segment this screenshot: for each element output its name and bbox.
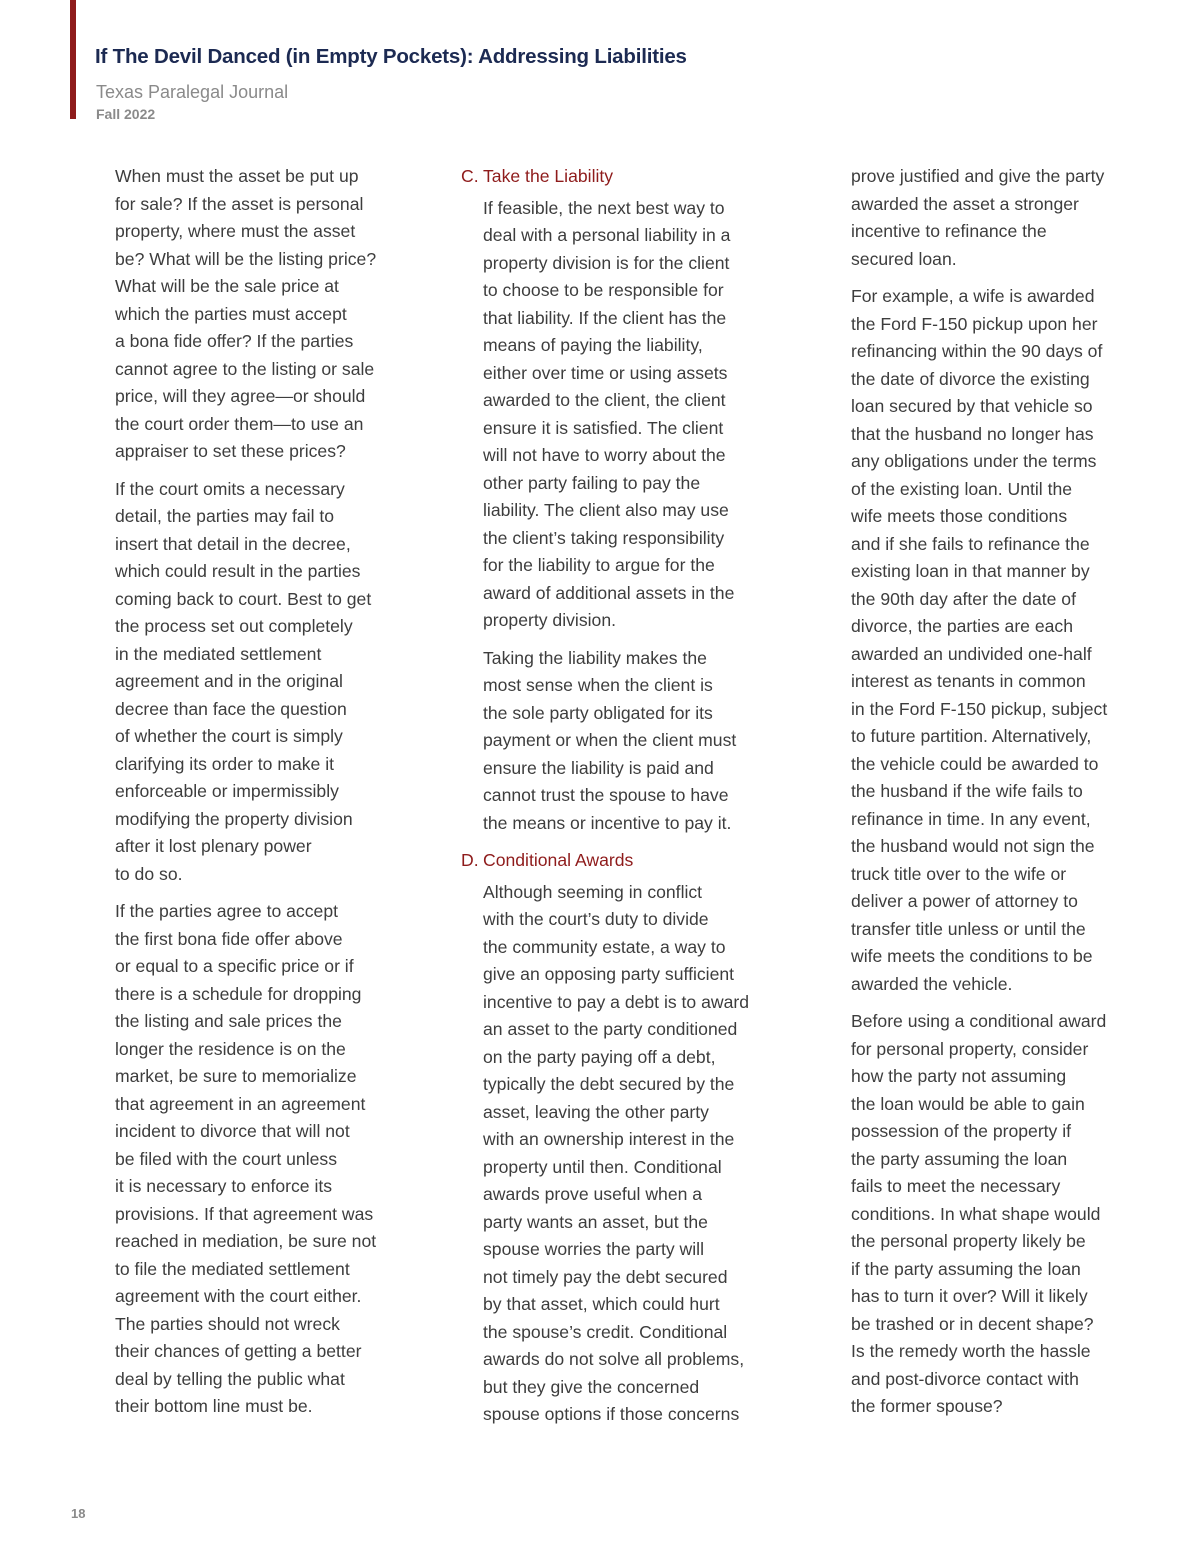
text-line: The parties should not wreck — [115, 1313, 340, 1334]
text-line: and post-divorce contact with — [851, 1368, 1079, 1389]
text-line: appraiser to set these prices? — [115, 441, 346, 461]
text-line: spouse worries the party will — [483, 1239, 704, 1259]
text-line: property until then. Conditional — [483, 1156, 722, 1177]
text-line: the client’s taking responsibility — [483, 527, 725, 548]
text-line: ensure it is satisfied. The client — [483, 417, 724, 438]
text-line: not timely pay the debt secured — [483, 1266, 728, 1287]
text-line: deliver a power of attorney to — [851, 891, 1078, 911]
text-line: there is a schedule for dropping — [115, 983, 362, 1004]
text-line: the first bona fide offer above — [115, 928, 343, 949]
text-line: but they give the concerned — [483, 1376, 700, 1397]
issue-date: Fall 2022 — [96, 106, 156, 122]
text-line: that liability. If the client has the — [483, 307, 727, 328]
text-line: price, will they agree—or should — [115, 386, 366, 406]
text-line: the process set out completely — [115, 616, 353, 636]
text-column-1 — [115, 163, 405, 1431]
text-line: awarded to the client, the client — [483, 390, 726, 410]
text-line: Before using a conditional award — [851, 1011, 1107, 1031]
text-line: the sole party obligated for its — [483, 702, 713, 723]
text-line: typically the debt secured by the — [483, 1074, 735, 1094]
text-line: longer the residence is on the — [115, 1038, 346, 1059]
text-line: the spouse’s credit. Conditional — [483, 1321, 728, 1342]
text-line: cannot agree to the listing or sale — [115, 358, 375, 379]
text-line: for personal property, consider — [851, 1038, 1089, 1059]
text-line: the Ford F-150 pickup upon her — [851, 313, 1098, 334]
text-line: For example, a wife is awarded — [851, 286, 1095, 306]
text-line: to file the mediated settlement — [115, 1258, 350, 1279]
text-line: means of paying the liability, — [483, 335, 703, 355]
text-line: for sale? If the asset is personal — [115, 193, 364, 214]
text-column-2 — [461, 163, 781, 1439]
text-line: If the parties agree to accept — [115, 901, 338, 921]
text-line: the party assuming the loan — [851, 1148, 1068, 1169]
text-line: which could result in the parties — [115, 561, 361, 581]
text-line: deal with a personal liability in a — [483, 225, 731, 245]
section-title: Conditional Awards — [483, 850, 634, 870]
text-line: incident to divorce that will not — [115, 1121, 350, 1141]
text-line: agreement and in the original — [115, 671, 343, 691]
text-line: if the party assuming the loan — [851, 1258, 1081, 1279]
paragraph — [115, 898, 405, 1421]
text-line: the court order them—to use an — [115, 413, 364, 434]
text-line: that agreement in an agreement — [115, 1093, 366, 1114]
text-line: their chances of getting a better — [115, 1341, 362, 1361]
text-line: will not have to worry about the — [483, 445, 726, 465]
text-line: possession of the property if — [851, 1121, 1072, 1141]
text-line: awards prove useful when a — [483, 1184, 703, 1204]
text-line: modifying the property division — [115, 808, 353, 829]
text-line: with the court’s duty to divide — [483, 909, 709, 929]
text-line: the loan would be able to gain — [851, 1093, 1085, 1114]
text-line: their bottom line must be. — [115, 1396, 313, 1416]
text-line: payment or when the client must — [483, 730, 737, 750]
text-line: for the liability to argue for the — [483, 555, 715, 575]
text-line: market, be sure to memorialize — [115, 1066, 357, 1086]
text-line: to do so. — [115, 863, 183, 884]
text-line: a bona fide offer? If the parties — [115, 331, 354, 351]
text-line: divorce, the parties are each — [851, 616, 1074, 636]
text-line: any obligations under the terms — [851, 451, 1097, 471]
text-line: refinancing within the 90 days of — [851, 341, 1103, 361]
text-line: ensure the liability is paid and — [483, 757, 714, 778]
text-line: asset, leaving the other party — [483, 1101, 709, 1122]
text-line: to choose to be responsible for — [483, 280, 724, 300]
text-line: has to turn it over? Will it likely — [851, 1286, 1088, 1306]
paragraph — [851, 1008, 1151, 1421]
text-line: spouse options if those concerns — [483, 1404, 740, 1424]
text-line: truck title over to the wife or — [851, 863, 1067, 884]
text-line: or equal to a specific price or if — [115, 956, 354, 976]
text-line: by that asset, which could hurt — [483, 1294, 720, 1314]
text-line: after it lost plenary power — [115, 836, 312, 856]
text-line: loan secured by that vehicle so — [851, 396, 1093, 416]
text-line: most sense when the client is — [483, 675, 713, 695]
text-line: in the mediated settlement — [115, 643, 322, 664]
text-line: be trashed or in decent shape? — [851, 1313, 1094, 1334]
text-line: the husband would not sign the — [851, 836, 1095, 856]
text-line: be filed with the court unless — [115, 1148, 338, 1169]
journal-name: Texas Paralegal Journal — [96, 82, 289, 102]
text-line: deal by telling the public what — [115, 1368, 345, 1389]
text-line: of whether the court is simply — [115, 726, 343, 746]
text-line: incentive to pay a debt is to award — [483, 991, 750, 1012]
text-line: which the parties must accept — [115, 303, 347, 324]
text-line: with an ownership interest in the — [483, 1129, 735, 1149]
text-line: to future partition. Alternatively, — [851, 726, 1092, 746]
section-title: Take the Liability — [483, 166, 614, 186]
text-line: awarded an undivided one-half — [851, 643, 1092, 664]
section-letter: D. — [461, 850, 479, 870]
text-line: property division is for the client — [483, 252, 730, 273]
paragraph — [483, 645, 781, 838]
text-line: prove justified and give the party — [851, 166, 1105, 186]
text-line: decree than face the question — [115, 698, 347, 719]
text-line: reached in mediation, be sure not — [115, 1231, 377, 1251]
text-line: existing loan in that manner by — [851, 561, 1090, 581]
text-line: provisions. If that agreement was — [115, 1203, 374, 1224]
paragraph — [851, 283, 1151, 998]
text-line: the former spouse? — [851, 1396, 1003, 1416]
text-line: clarifying its order to make it — [115, 753, 335, 774]
text-column-3 — [851, 163, 1151, 1431]
text-line: and if she fails to refinance the — [851, 533, 1090, 554]
text-line: wife meets those conditions — [851, 506, 1068, 526]
text-line: either over time or using assets — [483, 362, 728, 383]
text-line: the personal property likely be — [851, 1231, 1086, 1251]
text-line: give an opposing party sufficient — [483, 964, 735, 984]
text-line: enforceable or impermissibly — [115, 781, 339, 801]
paragraph — [115, 163, 405, 466]
text-line: wife meets the conditions to be — [851, 946, 1093, 966]
text-line: agreement with the court either. — [115, 1286, 362, 1306]
text-line: in the Ford F-150 pickup, subject — [851, 698, 1108, 719]
text-line: an asset to the party conditioned — [483, 1019, 738, 1039]
text-line: conditions. In what shape would — [851, 1203, 1101, 1224]
text-line: property division. — [483, 610, 616, 630]
text-line: other party failing to pay the — [483, 472, 701, 493]
text-line: the date of divorce the existing — [851, 368, 1090, 389]
text-line: awards do not solve all problems, — [483, 1349, 745, 1369]
article-title: If The Devil Danced (in Empty Pockets): Addressing Liabilities — [95, 45, 687, 68]
text-line: the community estate, a way to — [483, 936, 726, 957]
paragraph — [851, 163, 1151, 273]
text-line: how the party not assuming — [851, 1066, 1067, 1086]
text-line: property, where must the asset — [115, 221, 356, 241]
text-line: liability. The client also may use — [483, 500, 729, 520]
text-line: fails to meet the necessary — [851, 1176, 1061, 1196]
text-line: cannot trust the spouse to have — [483, 785, 729, 805]
paragraph — [483, 879, 781, 1429]
text-line: interest as tenants in common — [851, 671, 1086, 691]
section-heading-d — [461, 847, 781, 875]
text-line: Is the remedy worth the hassle — [851, 1341, 1091, 1361]
text-line: transfer title unless or until the — [851, 918, 1086, 939]
text-line: When must the asset be put up — [115, 166, 359, 186]
text-line: Although seeming in conflict — [483, 881, 703, 902]
text-line: If the court omits a necessary — [115, 478, 345, 499]
text-line: secured loan. — [851, 248, 957, 269]
page-number: 18 — [71, 1506, 86, 1521]
text-line: awarded the vehicle. — [851, 973, 1013, 994]
section-letter: C. — [461, 166, 479, 186]
text-line: awarded the asset a stronger — [851, 193, 1079, 214]
text-line: detail, the parties may fail to — [115, 506, 335, 526]
paragraph — [115, 476, 405, 889]
text-line: the means or incentive to pay it. — [483, 812, 732, 833]
text-line: the listing and sale prices the — [115, 1011, 342, 1031]
text-line: Taking the liability makes the — [483, 647, 707, 668]
text-line: the 90th day after the date of — [851, 588, 1076, 609]
text-line: of the existing loan. Until the — [851, 478, 1073, 499]
text-line: on the party paying off a debt, — [483, 1046, 716, 1067]
text-line: the husband if the wife fails to — [851, 781, 1083, 801]
text-line: party wants an asset, but the — [483, 1211, 708, 1232]
header-accent-bar — [70, 0, 76, 119]
text-line: If feasible, the next best way to — [483, 197, 725, 218]
text-line: refinance in time. In any event, — [851, 808, 1091, 829]
text-line: that the husband no longer has — [851, 423, 1094, 444]
text-line: the vehicle could be awarded to — [851, 753, 1099, 774]
section-heading-c — [461, 163, 781, 191]
text-line: insert that detail in the decree, — [115, 533, 351, 554]
paragraph — [483, 195, 781, 635]
text-line: incentive to refinance the — [851, 221, 1047, 241]
text-line: it is necessary to enforce its — [115, 1176, 333, 1196]
text-line: be? What will be the listing price? — [115, 248, 377, 269]
text-line: What will be the sale price at — [115, 276, 339, 296]
text-line: coming back to court. Best to get — [115, 588, 372, 609]
text-line: award of additional assets in the — [483, 582, 735, 603]
